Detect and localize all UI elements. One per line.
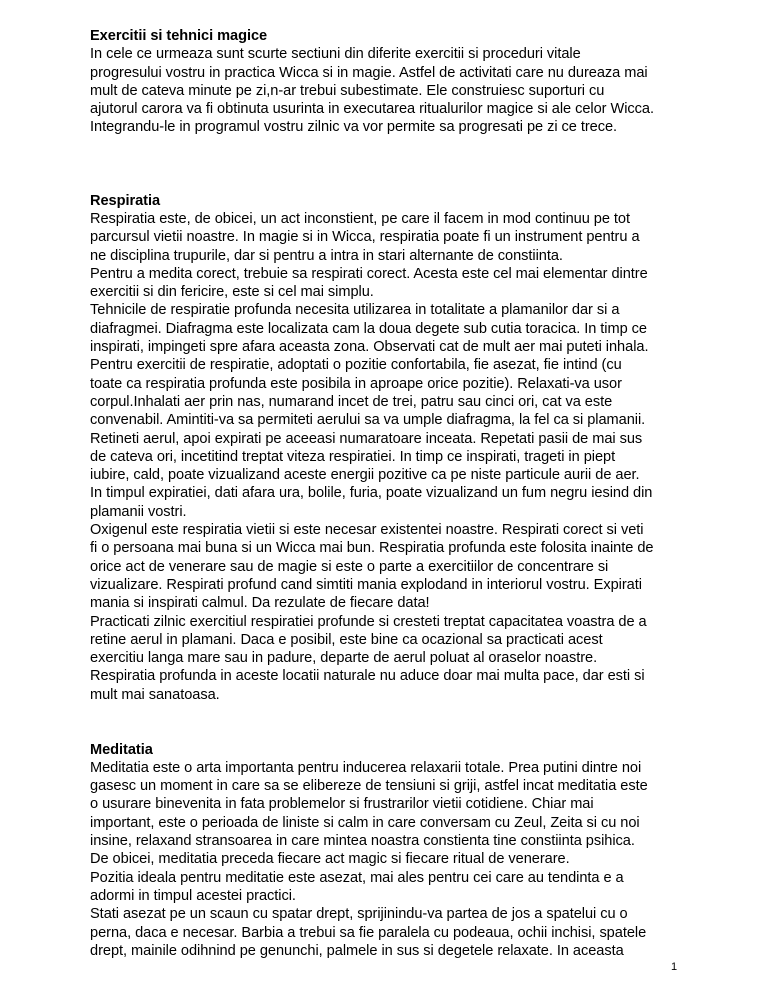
page-number: 1 bbox=[671, 961, 678, 973]
text-line: adormi in timpul acestei practici. bbox=[90, 887, 296, 904]
text-line: Pentru exercitii de respiratie, adoptati o pozitie confortabila, fie asezat, fie intind (cu bbox=[90, 357, 622, 374]
text-line: De obicei, meditatia preceda fiecare act magic si fiecare ritual de venerare. bbox=[90, 851, 570, 868]
text-line: perna, daca e necesar. Barbia a trebui sa fie paralela cu podeaua, ochii inchisi, spatele bbox=[90, 924, 647, 941]
text-line: Oxigenul este respiratia vietii si este necesar existentei noastre. Respirati corect si veti bbox=[90, 522, 644, 539]
section-heading: Exercitii si tehnici magice bbox=[90, 28, 268, 44]
text-line: In cele ce urmeaza sunt scurte sectiuni din diferite exercitii si proceduri vitale bbox=[90, 46, 581, 63]
section-respiratia bbox=[90, 192, 690, 704]
text-line: drept, mainile odihnind pe genunchi, palmele in sus si degetele relaxate. In aceasta bbox=[90, 942, 624, 959]
text-line: o usurare binevenita in fata problemelor si frustrarilor vietii cotidiene. Chiar mai bbox=[90, 796, 594, 813]
text-line: Stati asezat pe un scaun cu spatar drept, sprijinindu-va partea de jos a spatelui cu o bbox=[90, 906, 628, 923]
text-line: important, este o perioada de liniste si calm in care conversam cu Zeul, Zeita si cu noi bbox=[90, 814, 640, 831]
text-line: diafragmei. Diafragma este localizata cam la doua degete sub cutia toracica. In timp ce bbox=[90, 320, 647, 337]
text-line: Meditatia este o arta importanta pentru inducerea relaxarii totale. Prea putini dintre noi bbox=[90, 759, 642, 776]
text-line: Tehnicile de respiratie profunda necesita utilizarea in totalitate a plamanilor dar si a bbox=[90, 302, 620, 319]
text-line: Practicati zilnic exercitiul respiratiei profunde si cresteti treptat capacitatea voastra de a bbox=[90, 613, 647, 630]
text-line: fi o persoana mai buna si un Wicca mai bun. Respiratia profunda este folosita inainte de bbox=[90, 540, 654, 557]
text-line: iubire, cald, poate vizualizand aceste energii pozitive ca pe niste particule aurii de aer. bbox=[90, 467, 640, 484]
text-line: progresului vostru in practica Wicca si in magie. Astfel de activitati care nu dureaza mai bbox=[90, 64, 648, 81]
text-line: corpul.Inhalati aer prin nas, numarand incet de trei, patru sau cinci ori, cat va este bbox=[90, 393, 613, 410]
text-line: Integrandu-le in programul vostru zilnic va vor permite sa progresati pe zi ce trece. bbox=[90, 119, 618, 136]
paragraph-spacer bbox=[90, 173, 690, 191]
text-line: mult mai sanatoasa. bbox=[90, 686, 220, 703]
text-line: ajutorul carora va fi obtinuta usurinta in executarea ritualurilor magice si ale celor Wicca. bbox=[90, 101, 654, 118]
text-line: Pentru a medita corect, trebuie sa respirati corect. Acesta este cel mai elementar dintre bbox=[90, 265, 648, 282]
paragraph-spacer bbox=[90, 722, 690, 740]
text-line: insine, relaxand stransoarea in care mintea noastra constienta tine constiinta psihica. bbox=[90, 833, 635, 850]
document-body bbox=[90, 27, 690, 960]
text-line: ne disciplina trupurile, dar si pentru a intra in stari alternante de constiinta. bbox=[90, 247, 563, 264]
text-line: toate ca respiratia profunda este posibila in aproape orice pozitie). Relaxati-va usor bbox=[90, 375, 622, 392]
text-line: Pozitia ideala pentru meditatie este asezat, mai ales pentru cei care au tendinta e a bbox=[90, 869, 624, 886]
section-exercitii bbox=[90, 27, 690, 137]
text-line: convenabil. Amintiti-va sa permiteti aerului sa va umple diafragma, la fel ca si plamanii. bbox=[90, 412, 646, 429]
text-line: retine aerul in plamani. Daca e posibil, este bine ca ocazional sa practicati acest bbox=[90, 631, 603, 648]
text-line: de cateva ori, incetitind treptat viteza respiratiei. In timp ce inspirati, trageti in piept bbox=[90, 448, 616, 465]
text-line: orice act de venerare sau de magie si este o parte a exercitiilor de concentrare si bbox=[90, 558, 609, 575]
text-line: Respiratia este, de obicei, un act inconstient, pe care il facem in mod continuu pe tot bbox=[90, 210, 630, 227]
section-meditatia bbox=[90, 741, 690, 961]
section-heading: Respiratia bbox=[90, 192, 161, 209]
text-line: mania si inspirati calmul. Da rezulate de fiecare data! bbox=[90, 595, 430, 612]
text-line: plamanii vostri. bbox=[90, 503, 187, 520]
section-heading: Meditatia bbox=[90, 741, 153, 758]
paragraph-spacer bbox=[90, 155, 690, 173]
text-line: vizualizare. Respirati profund cand simtiti mania explodand in interiorul vostru. Expirati bbox=[90, 576, 642, 593]
text-line: mult de cateva minute pe zi,n-ar trebui subestimate. Ele construiesc suporturi cu bbox=[90, 82, 605, 99]
text-line: parcursul vietii noastre. In magie si in Wicca, respiratia poate fi un instrument pentru a bbox=[90, 229, 640, 246]
paragraph-spacer bbox=[90, 704, 690, 722]
text-line: exercitii si din fericire, este si cel mai simplu. bbox=[90, 284, 374, 301]
text-line: Retineti aerul, apoi expirati pe aceeasi numaratoare inceata. Repetati pasii de mai sus bbox=[90, 430, 643, 447]
text-line: exercitiu langa mare sau in padure, departe de aerul poluat al oraselor noastre. bbox=[90, 650, 598, 667]
text-line: inspirati, impingeti spre afara aceasta zona. Observati cat de mult aer mai puteti inhala. bbox=[90, 339, 649, 356]
text-line: gasesc un moment in care sa se elibereze de tensiuni si griji, astfel incat meditatia este bbox=[90, 778, 648, 795]
text-line: In timpul expiratiei, dati afara ura, bolile, furia, poate vizualizand un fum negru iesind din bbox=[90, 485, 653, 502]
paragraph-spacer bbox=[90, 137, 690, 155]
text-line: Respiratia profunda in aceste locatii naturale nu aduce doar mai multa pace, dar esti si bbox=[90, 668, 645, 685]
